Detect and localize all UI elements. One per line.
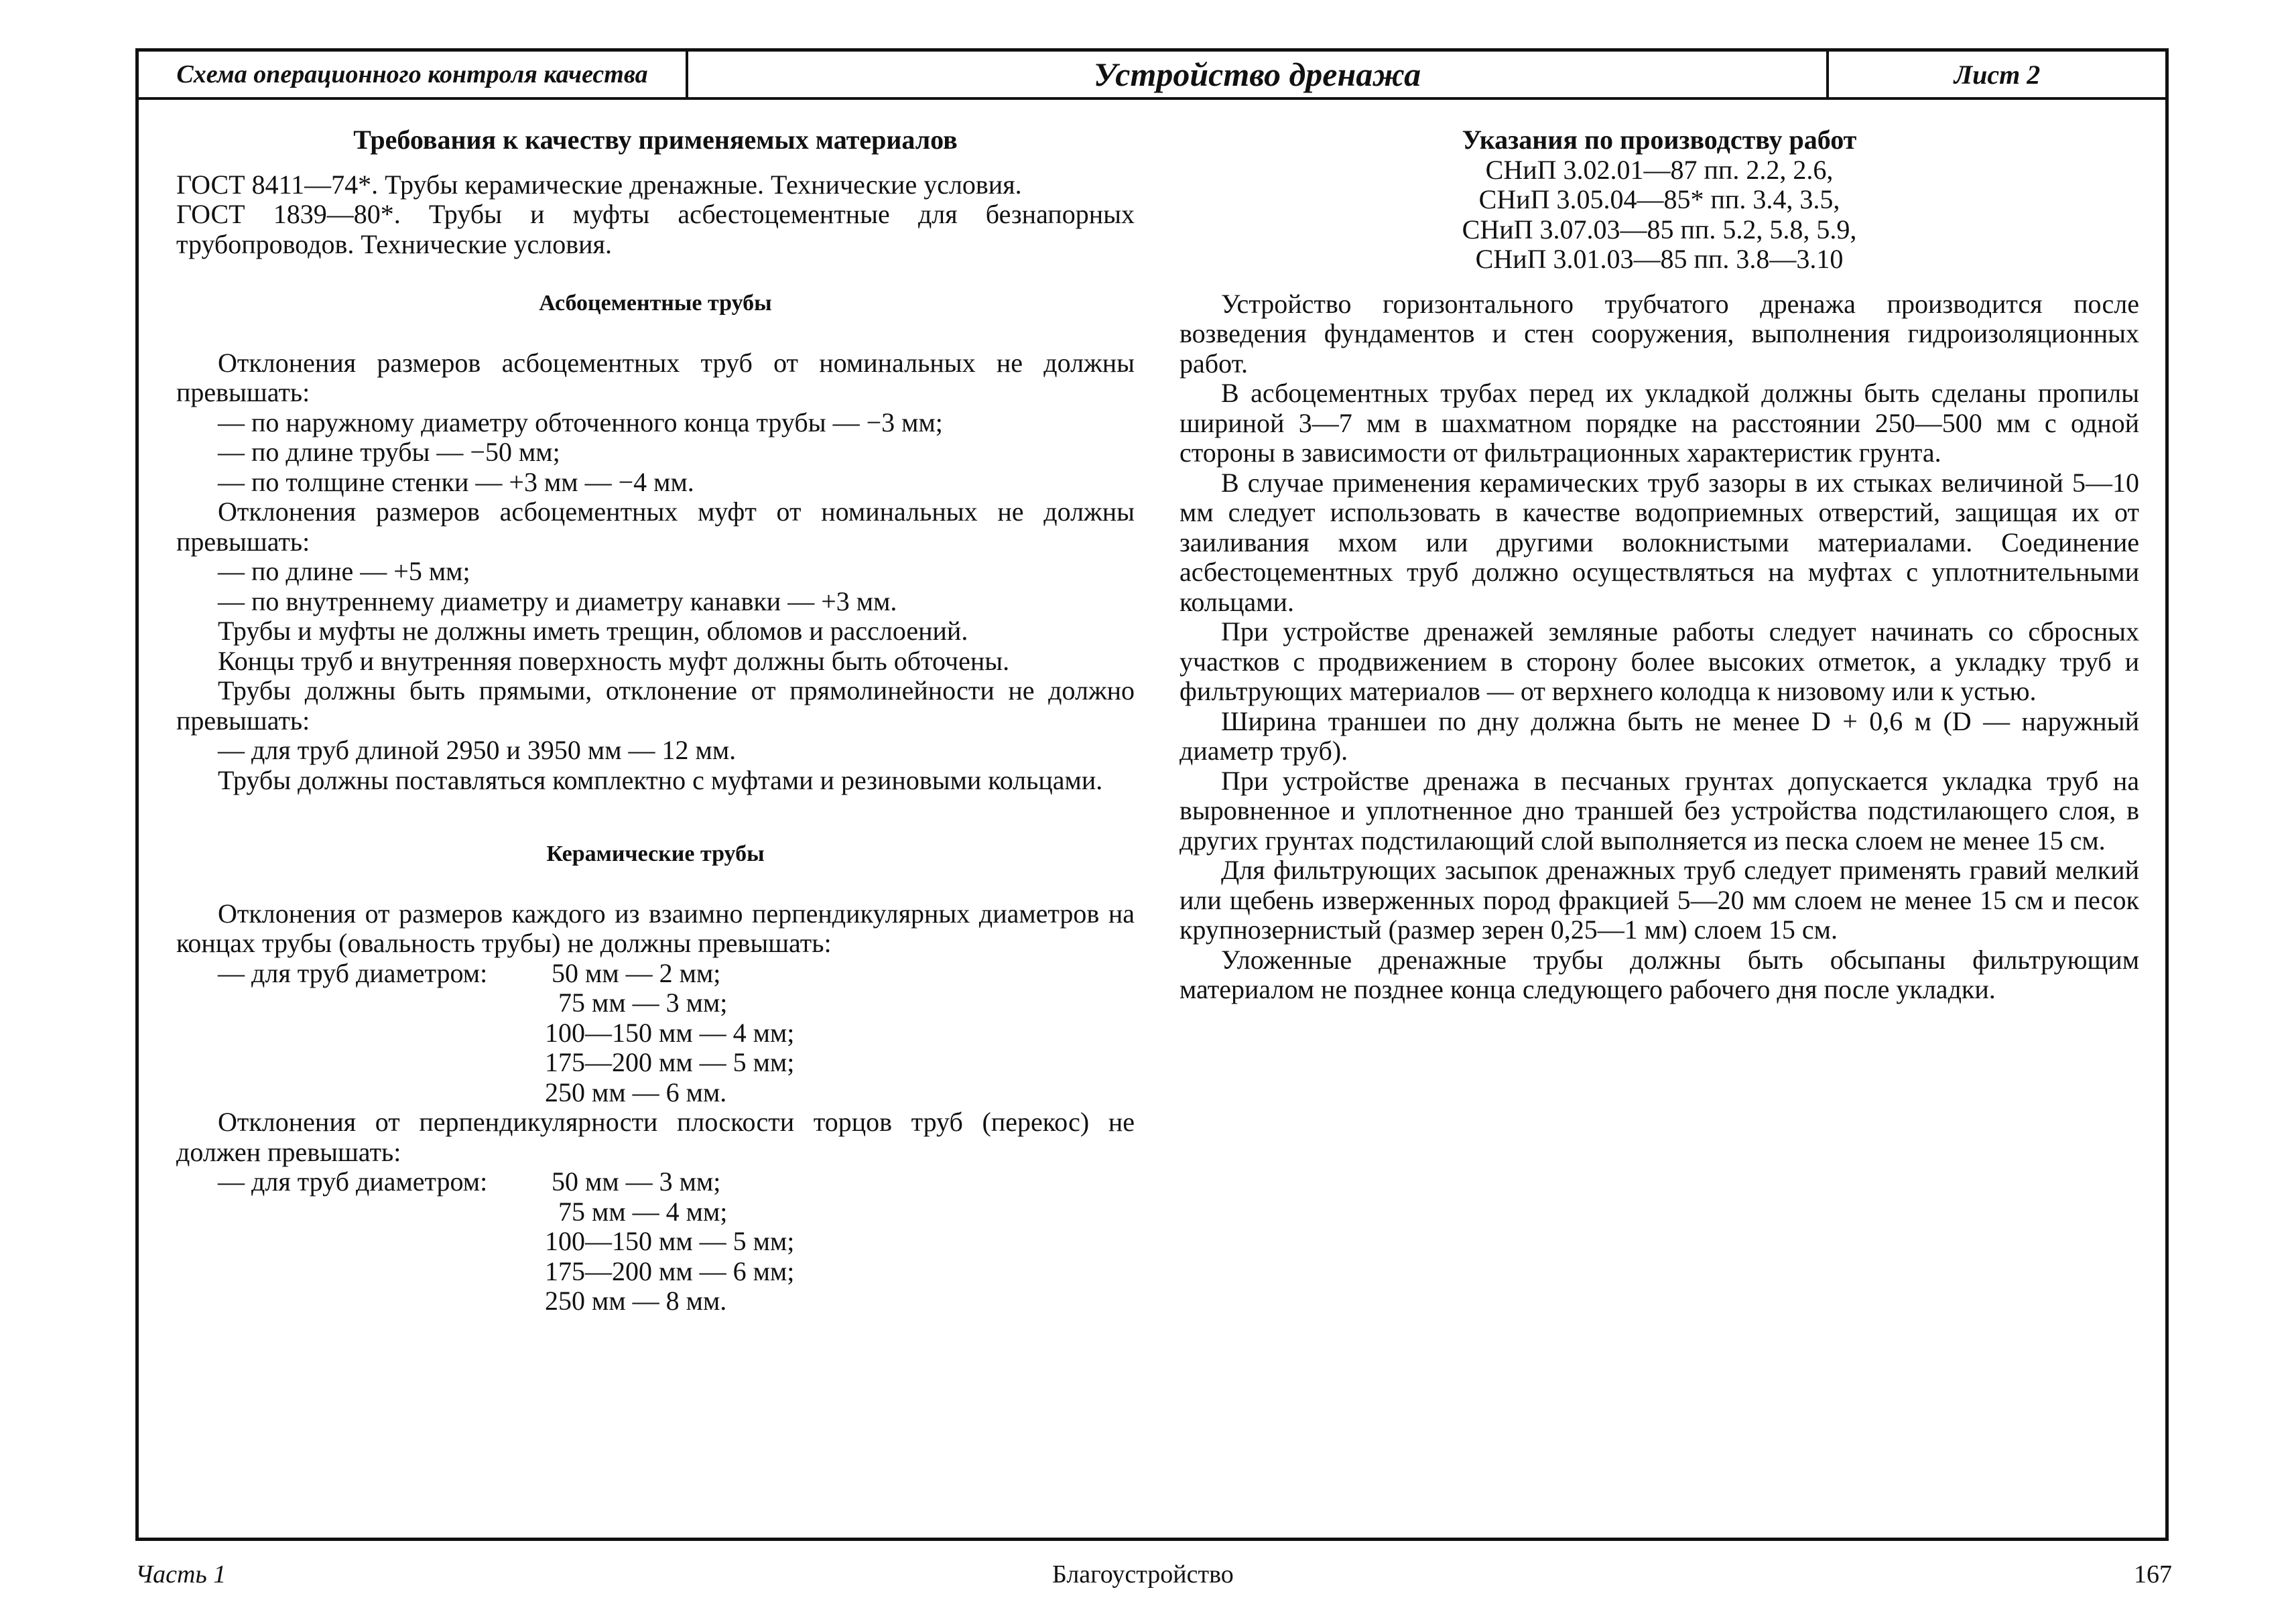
asbo-line: — по длине трубы — −50 мм; xyxy=(218,437,560,467)
asbo-line: Отклонения размеров асбоцементных труб от номинальных не должны превышать: xyxy=(176,347,1135,407)
table-value: 250 мм — 6 мм. xyxy=(545,1077,727,1107)
asbo-line: Трубы и муфты не должны иметь трещин, обломов и расслоений. xyxy=(218,616,968,646)
page-number: 167 xyxy=(2134,1560,2172,1589)
left-column xyxy=(176,125,1135,1316)
table-value: 50 мм — 3 мм; xyxy=(545,1166,721,1197)
right-column xyxy=(1179,125,2139,1005)
asbo-line: — по наружному диаметру обточенного конца трубы — −3 мм; xyxy=(218,407,943,437)
instruction-para: Устройство горизонтального трубчатого дренажа производится после возведения фундаментов и стен сооружения, выполнения гидроизоляционных работ. xyxy=(1179,288,2139,379)
table-label: — для труб диаметром: xyxy=(218,1166,488,1197)
instruction-para: Уложенные дренажные трубы должны быть обсыпаны фильтрующим материалом не позднее конца следующего рабочего дня после укладки. xyxy=(1179,944,2139,1004)
header-sheet: Лист 2 xyxy=(1954,59,2041,90)
table-value: 100—150 мм — 5 мм; xyxy=(545,1226,795,1256)
instruction-para: В случае применения керамических труб зазоры в их стыках величиной 5—10 мм следует использовать в качестве водоприемных отверстий, защищая их от заиливания мхом или другими волокнистыми материалами. Соединение асбестоцементных труб должно осуществляться на муфтах с уплотнительными кольцами. xyxy=(1179,467,2139,617)
table-value: 175—200 мм — 6 мм; xyxy=(545,1256,795,1286)
snip-line: СНиП 3.01.03—85 пп. 3.8—3.10 xyxy=(1475,244,1844,274)
instruction-para: В асбоцементных трубах перед их укладкой должны быть сделаны пропилы шириной 3—7 мм в шахматном порядке на расстоянии 250—500 мм с одной стороны в зависимости от фильтрационных характеристик грунта. xyxy=(1179,378,2139,468)
header-scheme-label: Схема операционного контроля качества xyxy=(139,52,688,97)
skew-table xyxy=(176,1167,1135,1316)
table-label: — для труб диаметром: xyxy=(218,957,488,988)
asbo-line: — по длине — +5 мм; xyxy=(218,556,470,586)
snip-line: СНиП 3.05.04—85* пп. 3.4, 3.5, xyxy=(1478,184,1840,214)
table-value: 175—200 мм — 5 мм; xyxy=(545,1047,795,1077)
asbo-line: Трубы должны быть прямыми, отклонение от прямолинейности не должно превышать: xyxy=(176,675,1135,736)
gost-line: ГОСТ 1839—80*. Трубы и муфты асбестоцементные для безнапорных трубопроводов. Технические условия. xyxy=(176,199,1135,259)
instruction-para: Для фильтрующих засыпок дренажных труб следует применять гравий мелкий или щебень изверженных пород фракцией 5—20 мм слоем не менее 15 см и песок крупнозернистый (размер зерен 0,25—1 мм) слоем 15 см. xyxy=(1179,855,2139,945)
header-bar xyxy=(139,52,2165,100)
asbo-line: Отклонения размеров асбоцементных муфт от номинальных не должны превышать: xyxy=(176,496,1135,557)
asbo-line: Трубы должны поставляться комплектно с муфтами и резиновыми кольцами. xyxy=(218,764,1103,795)
instruction-para: Ширина траншеи по дну должна быть не менее D + 0,6 м (D — наружный диаметр труб). xyxy=(1179,705,2139,766)
materials-title: Требования к качеству применяемых материалов xyxy=(353,125,958,155)
snip-line: СНиП 3.02.01—87 пп. 2.2, 2.6, xyxy=(1485,154,1834,185)
ceram-title: Керамические трубы xyxy=(546,841,765,866)
table-value: 75 мм — 4 мм; xyxy=(545,1196,728,1227)
snip-line: СНиП 3.07.03—85 пп. 5.2, 5.8, 5.9, xyxy=(1462,214,1857,245)
asbo-line: — по толщине стенки — +3 мм — −4 мм. xyxy=(218,466,694,497)
ovality-table xyxy=(176,959,1135,1108)
instructions-title: Указания по производству работ xyxy=(1462,125,1857,155)
asbo-title: Асбоцементные трубы xyxy=(539,291,772,316)
asbo-line: — по внутреннему диаметру и диаметру канавки — +3 мм. xyxy=(218,586,897,616)
table-value: 75 мм — 3 мм; xyxy=(545,988,728,1018)
asbo-line: Концы труб и внутренняя поверхность муфт должны быть обточены. xyxy=(218,645,1010,676)
instruction-para: При устройстве дренажей земляные работы следует начинать со сбросных участков с продвижением в сторону более высоких отметок, а укладку труб и фильтрующих материалов — от верхнего колодца к низовому или к устью. xyxy=(1179,616,2139,706)
table-value: 50 мм — 2 мм; xyxy=(545,957,721,988)
asbo-line: — для труб длиной 2950 и 3950 мм — 12 мм. xyxy=(218,735,737,765)
footer-part: Часть 1 xyxy=(135,1560,227,1589)
table-value: 100—150 мм — 4 мм; xyxy=(545,1017,795,1048)
instruction-para: При устройстве дренажа в песчаных грунтах допускается укладка труб на выровненное и уплотненное дно траншей без устройства подстилающего слоя, в других грунтах подстилающий слой выполняется из песка слоем не менее 15 см. xyxy=(1179,765,2139,856)
page-frame xyxy=(135,48,2169,1541)
ceram-para: Отклонения от размеров каждого из взаимно перпендикулярных диаметров на концах трубы (овальность трубы) не должны превышать: xyxy=(176,898,1135,958)
header-title: Устройство дренажа xyxy=(688,52,1829,97)
table-value: 250 мм — 8 мм. xyxy=(545,1286,727,1316)
gost-line: ГОСТ 8411—74*. Трубы керамические дренажные. Технические условия. xyxy=(176,169,1022,200)
ceram-para: Отклонения от перпендикулярности плоскости торцов труб (перекос) не должен превышать: xyxy=(176,1107,1135,1167)
footer-section: Благоустройство xyxy=(1052,1560,1234,1589)
